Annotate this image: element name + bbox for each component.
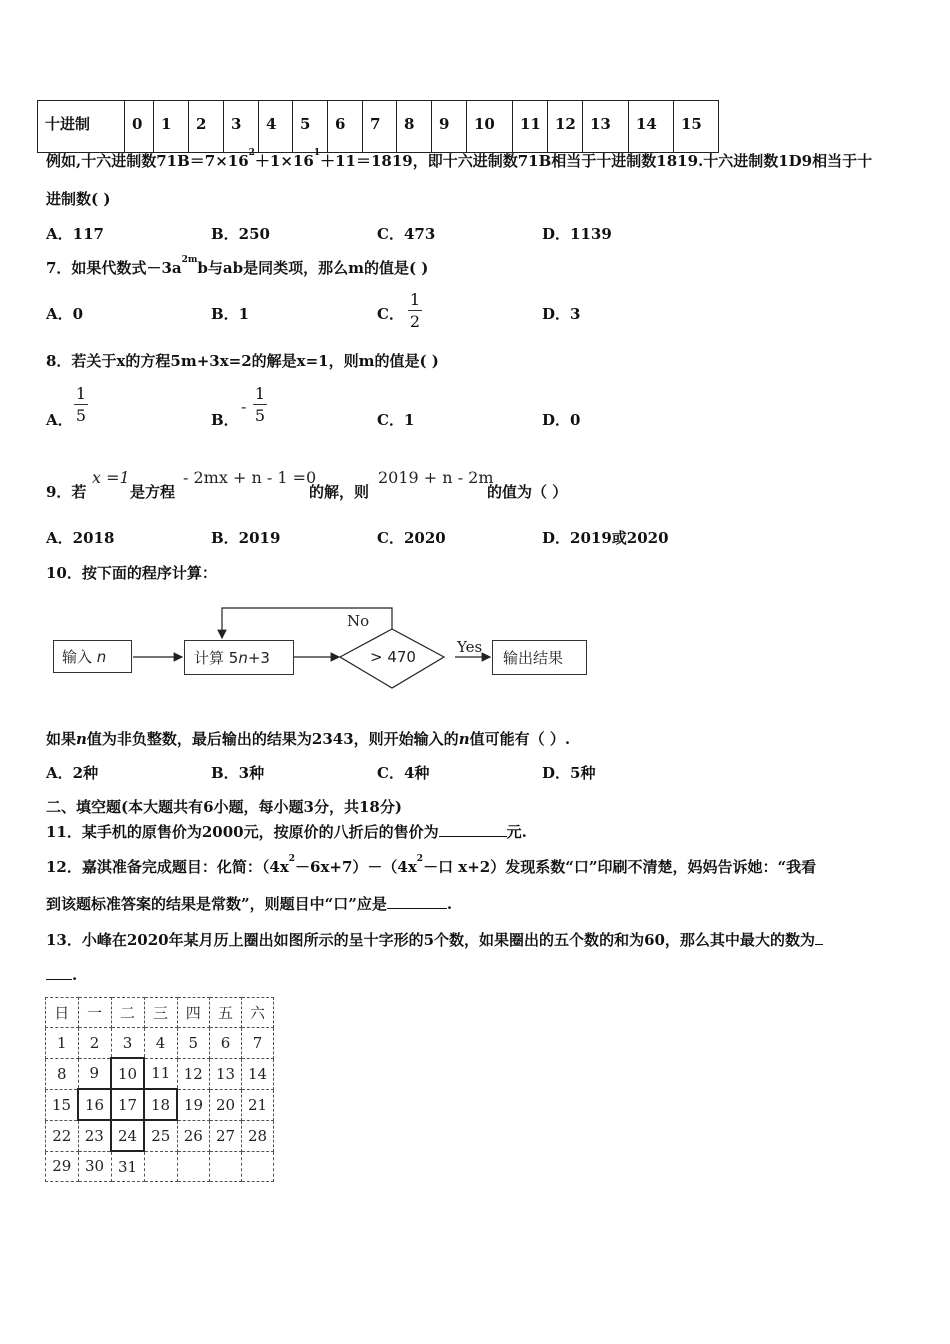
exponent: 1 <box>313 148 321 158</box>
q13-text: . <box>72 966 78 984</box>
q6-option-b[interactable]: B．250 <box>211 225 270 243</box>
q6-text: ＋11＝1819，即十六进制数71B相当于十进制数1819.十六进制数1D9相当于十 <box>320 152 873 170</box>
date-cell <box>177 1151 210 1182</box>
q7-option-d[interactable]: D．3 <box>542 305 581 323</box>
answer-blank[interactable] <box>387 894 447 909</box>
no-label: No <box>347 612 370 630</box>
date-cell: 6 <box>210 1028 242 1059</box>
q12-text: －6x+7）－（4x <box>295 858 417 876</box>
q9-text: 的解，则 <box>309 483 370 501</box>
condition-label: > 470 <box>370 648 416 666</box>
answer-blank[interactable] <box>815 930 823 945</box>
fraction-bar <box>253 404 267 405</box>
q12-text: . <box>446 895 453 913</box>
table-cell: 14 <box>629 101 674 153</box>
q6-stem-line2: 进制数( ) <box>46 190 111 208</box>
variable-n: n <box>76 730 87 748</box>
q8-option-c[interactable]: C．1 <box>377 411 415 429</box>
table-cell: 3 <box>224 101 259 153</box>
weekday-cell: 三 <box>144 998 177 1028</box>
date-cell: 21 <box>242 1089 274 1120</box>
date-cell: 13 <box>210 1058 242 1089</box>
q9-equation: - 2mx + n - 1 =0 <box>183 468 317 487</box>
weekday-cell: 四 <box>177 998 210 1028</box>
date-cell: 25 <box>144 1120 177 1151</box>
calendar-row <box>46 1089 274 1120</box>
compute-box <box>184 640 294 675</box>
calendar-row <box>46 1058 274 1089</box>
highlighted-date-cell: 16 <box>78 1089 111 1120</box>
date-cell: 5 <box>177 1028 210 1059</box>
q7-option-b[interactable]: B．1 <box>211 305 250 323</box>
denominator: 5 <box>254 406 266 425</box>
q10-text: 值可能有（ ）. <box>469 730 571 748</box>
option-label: A． <box>46 411 73 429</box>
variable-n: n <box>96 648 107 666</box>
answer-blank[interactable] <box>439 822 507 837</box>
calendar-row <box>46 1120 274 1151</box>
date-cell: 23 <box>78 1120 111 1151</box>
q12-text: 12．嘉淇准备完成题目：化简：（4x <box>46 858 289 876</box>
q7-option-c[interactable] <box>377 303 404 324</box>
table-cell: 15 <box>674 101 719 153</box>
exponent: 2 <box>248 148 255 158</box>
table-cell: 2 <box>189 101 224 153</box>
date-cell <box>242 1151 274 1182</box>
q13-stem-line1 <box>46 929 823 950</box>
exponent: 2m <box>181 255 198 265</box>
q12-text: 到该题标准答案的结果是常数”，则题目中“口”应是 <box>46 895 387 913</box>
q8-stem: 8．若关于x的方程5m+3x=2的解是x=1，则m的值是( ) <box>46 352 439 370</box>
date-cell: 4 <box>144 1028 177 1059</box>
date-cell: 19 <box>177 1089 210 1120</box>
q10-option-a[interactable]: A．2种 <box>46 764 99 782</box>
q12-stem-line2 <box>46 893 452 914</box>
date-cell: 8 <box>46 1058 79 1089</box>
q9-option-b[interactable]: B．2019 <box>211 529 281 547</box>
date-cell: 28 <box>242 1120 274 1151</box>
weekday-cell: 日 <box>46 998 79 1028</box>
q10-text: 如果 <box>46 730 77 748</box>
q13-stem-line2 <box>46 965 77 984</box>
date-cell: 27 <box>210 1120 242 1151</box>
table-cell: 10 <box>467 101 513 153</box>
denominator: 2 <box>409 312 421 331</box>
q6-text: 例如,十六进制数71B＝7×16 <box>46 152 249 170</box>
date-cell: 20 <box>210 1089 242 1120</box>
calendar-grid <box>45 997 274 1182</box>
date-cell: 1 <box>46 1028 79 1059</box>
table-cell: 1 <box>154 101 189 153</box>
q9-expression: 2019 + n - 2m <box>378 468 494 487</box>
q6-option-c[interactable]: C．473 <box>377 225 436 243</box>
q13-text: 13．小峰在2020年某月历上圈出如图所示的呈十字形的5个数，如果圈出的五个数的和为60，那么其中最大的数为 <box>46 931 815 949</box>
q9-text: 是方程 <box>130 483 176 501</box>
output-box: 输出结果 <box>492 640 587 675</box>
section-heading: 二、填空题(本大题共有6小题，每小题3分，共18分) <box>46 798 402 816</box>
q8-option-d[interactable]: D．0 <box>542 411 581 429</box>
q7-text: 7．如果代数式－3a <box>46 259 182 277</box>
date-cell: 2 <box>78 1028 111 1059</box>
fraction-bar <box>74 404 88 405</box>
table-cell: 8 <box>397 101 432 153</box>
weekday-cell: 一 <box>78 998 111 1028</box>
q9-option-c[interactable]: C．2020 <box>377 529 446 547</box>
variable-n: n <box>238 649 248 667</box>
input-label: 输入 <box>62 648 93 666</box>
minus-sign: - <box>241 397 247 416</box>
date-cell: 29 <box>46 1151 79 1182</box>
table-cell: 4 <box>259 101 293 153</box>
decimal-table <box>37 100 719 153</box>
fraction <box>253 384 267 425</box>
date-cell: 7 <box>242 1028 274 1059</box>
q6-stem-line1 <box>46 150 872 171</box>
table-cell: 0 <box>125 101 154 153</box>
calendar-row <box>46 1028 274 1059</box>
date-cell: 11 <box>144 1058 177 1089</box>
calendar-header-row <box>46 998 274 1028</box>
q9-prefix: 9．若 <box>46 483 87 501</box>
q7-option-a[interactable]: A．0 <box>46 305 84 323</box>
q10-text: 值为非负整数，最后输出的结果为2343，则开始输入的 <box>86 730 459 748</box>
q10-option-c[interactable]: C．4种 <box>377 764 430 782</box>
q7-stem <box>46 257 428 278</box>
date-cell: 14 <box>242 1058 274 1089</box>
weekday-cell: 五 <box>210 998 242 1028</box>
date-cell: 12 <box>177 1058 210 1089</box>
date-cell: 15 <box>46 1089 79 1120</box>
q10-question <box>46 728 570 749</box>
q8-option-a[interactable] <box>46 409 73 430</box>
fraction-bar <box>408 310 422 311</box>
date-cell: 9 <box>78 1058 111 1089</box>
date-cell: 31 <box>111 1151 144 1182</box>
compute-suffix: +3 <box>247 649 270 667</box>
fraction <box>74 384 88 425</box>
q10-option-b[interactable]: B．3种 <box>211 764 265 782</box>
table-cell: 11 <box>513 101 548 153</box>
table-cell: 9 <box>432 101 467 153</box>
q11-text: 元. <box>506 823 527 841</box>
q6-text: ＋1×16 <box>254 152 314 170</box>
option-label: C． <box>377 305 404 323</box>
highlighted-date-cell: 17 <box>111 1089 144 1120</box>
fraction <box>408 290 422 331</box>
q9-option-a[interactable]: A．2018 <box>46 529 115 547</box>
variable-n: n <box>458 730 470 748</box>
q7-text: b与ab是同类项，那么m的值是( ) <box>197 259 429 277</box>
highlighted-date-cell: 24 <box>111 1120 144 1151</box>
q12-text: －口 x+2）发现系数“口”印刷不清楚，妈妈告诉她：“我看 <box>423 858 817 876</box>
table-cell: 12 <box>548 101 583 153</box>
numerator: 1 <box>254 384 266 403</box>
q9-math-x: x =1 <box>92 468 130 487</box>
q12-stem-line1 <box>46 856 816 877</box>
q6-option-d[interactable]: D．1139 <box>542 225 612 243</box>
weekday-cell: 六 <box>242 998 274 1028</box>
input-box <box>53 640 132 673</box>
yes-label: Yes <box>457 638 483 656</box>
q8-option-b[interactable] <box>211 409 239 430</box>
q11-stem <box>46 821 527 842</box>
table-cell: 7 <box>363 101 397 153</box>
date-cell <box>144 1151 177 1182</box>
table-cell: 5 <box>293 101 328 153</box>
highlighted-date-cell: 18 <box>144 1089 177 1120</box>
date-cell: 26 <box>177 1120 210 1151</box>
table-header-cell: 十进制 <box>38 101 125 153</box>
date-cell: 30 <box>78 1151 111 1182</box>
exponent: 2 <box>288 854 296 864</box>
option-label: B． <box>211 411 239 429</box>
calendar-row <box>46 1151 274 1182</box>
q9-option-d[interactable]: D．2019或2020 <box>542 529 669 547</box>
date-cell: 22 <box>46 1120 79 1151</box>
compute-label: 计算 5 <box>194 649 239 667</box>
date-cell: 3 <box>111 1028 144 1059</box>
date-cell <box>210 1151 242 1182</box>
weekday-cell: 二 <box>111 998 144 1028</box>
answer-blank[interactable] <box>46 965 72 980</box>
table-cell: 13 <box>583 101 629 153</box>
table-cell: 6 <box>328 101 363 153</box>
highlighted-date-cell: 10 <box>111 1058 144 1089</box>
q11-text: 11．某手机的原售价为2000元，按原价的八折后的售价为 <box>46 823 439 841</box>
numerator: 1 <box>75 384 87 403</box>
exponent: 2 <box>416 854 424 864</box>
q6-option-a[interactable]: A．117 <box>46 225 104 243</box>
denominator: 5 <box>75 406 87 425</box>
q10-stem: 10．按下面的程序计算： <box>46 564 217 582</box>
q9-text: 的值为（ ） <box>487 483 568 501</box>
numerator: 1 <box>409 290 421 309</box>
q10-option-d[interactable]: D．5种 <box>542 764 596 782</box>
